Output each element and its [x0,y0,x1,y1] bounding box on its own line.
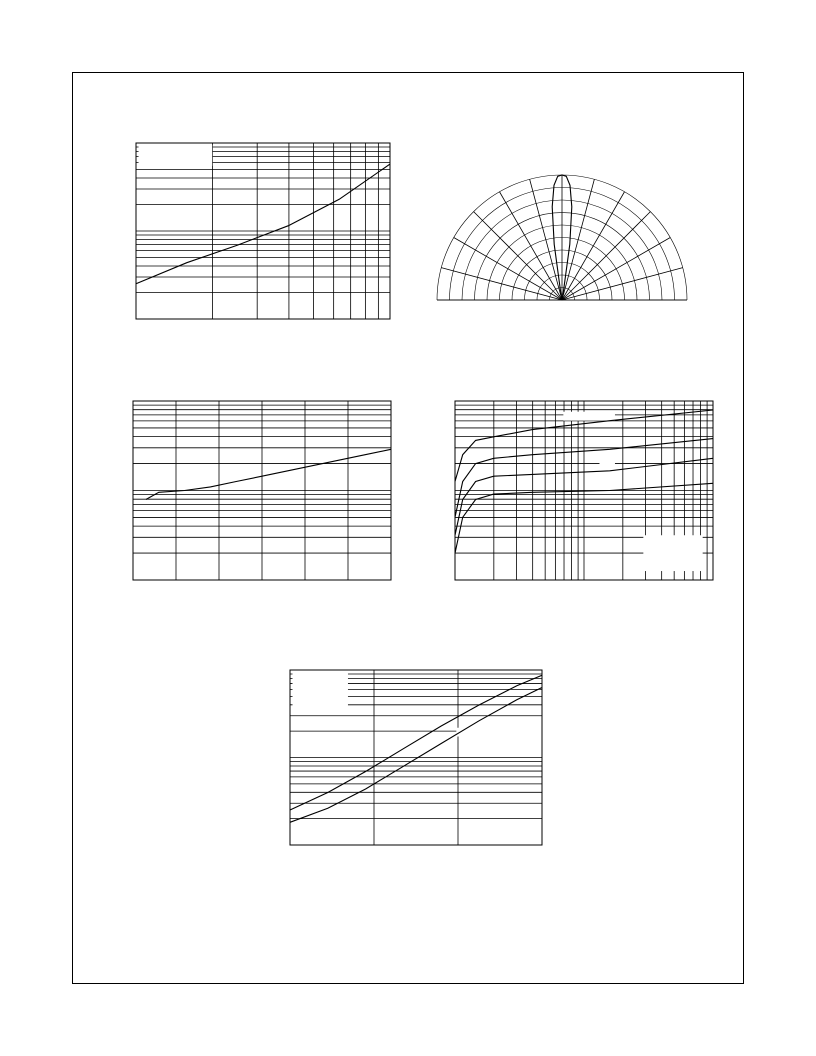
legend-box [456,728,542,737]
chart-middle-left [133,401,391,580]
polar-spoke [454,238,562,301]
legend-box [643,535,702,571]
polar-spoke [530,179,562,300]
legend-box [599,458,614,471]
legend-box [563,412,615,421]
legend-box [293,672,348,707]
polar-spoke [562,212,650,300]
grid [136,143,390,319]
series-line-0 [146,449,391,499]
chart-polar-radiation [432,165,692,305]
polar-spoke [562,238,670,301]
polar-spoke [474,212,562,300]
chart-top-left [136,143,390,319]
legend-box [139,145,213,166]
polar-grid [437,175,687,300]
polar-spoke [562,179,594,300]
series-line-1 [290,688,542,823]
chart-middle-right [455,401,713,580]
chart-bottom-center [290,670,542,845]
polar-spoke [562,268,683,300]
polar-spoke [441,268,562,300]
grid [133,401,391,580]
